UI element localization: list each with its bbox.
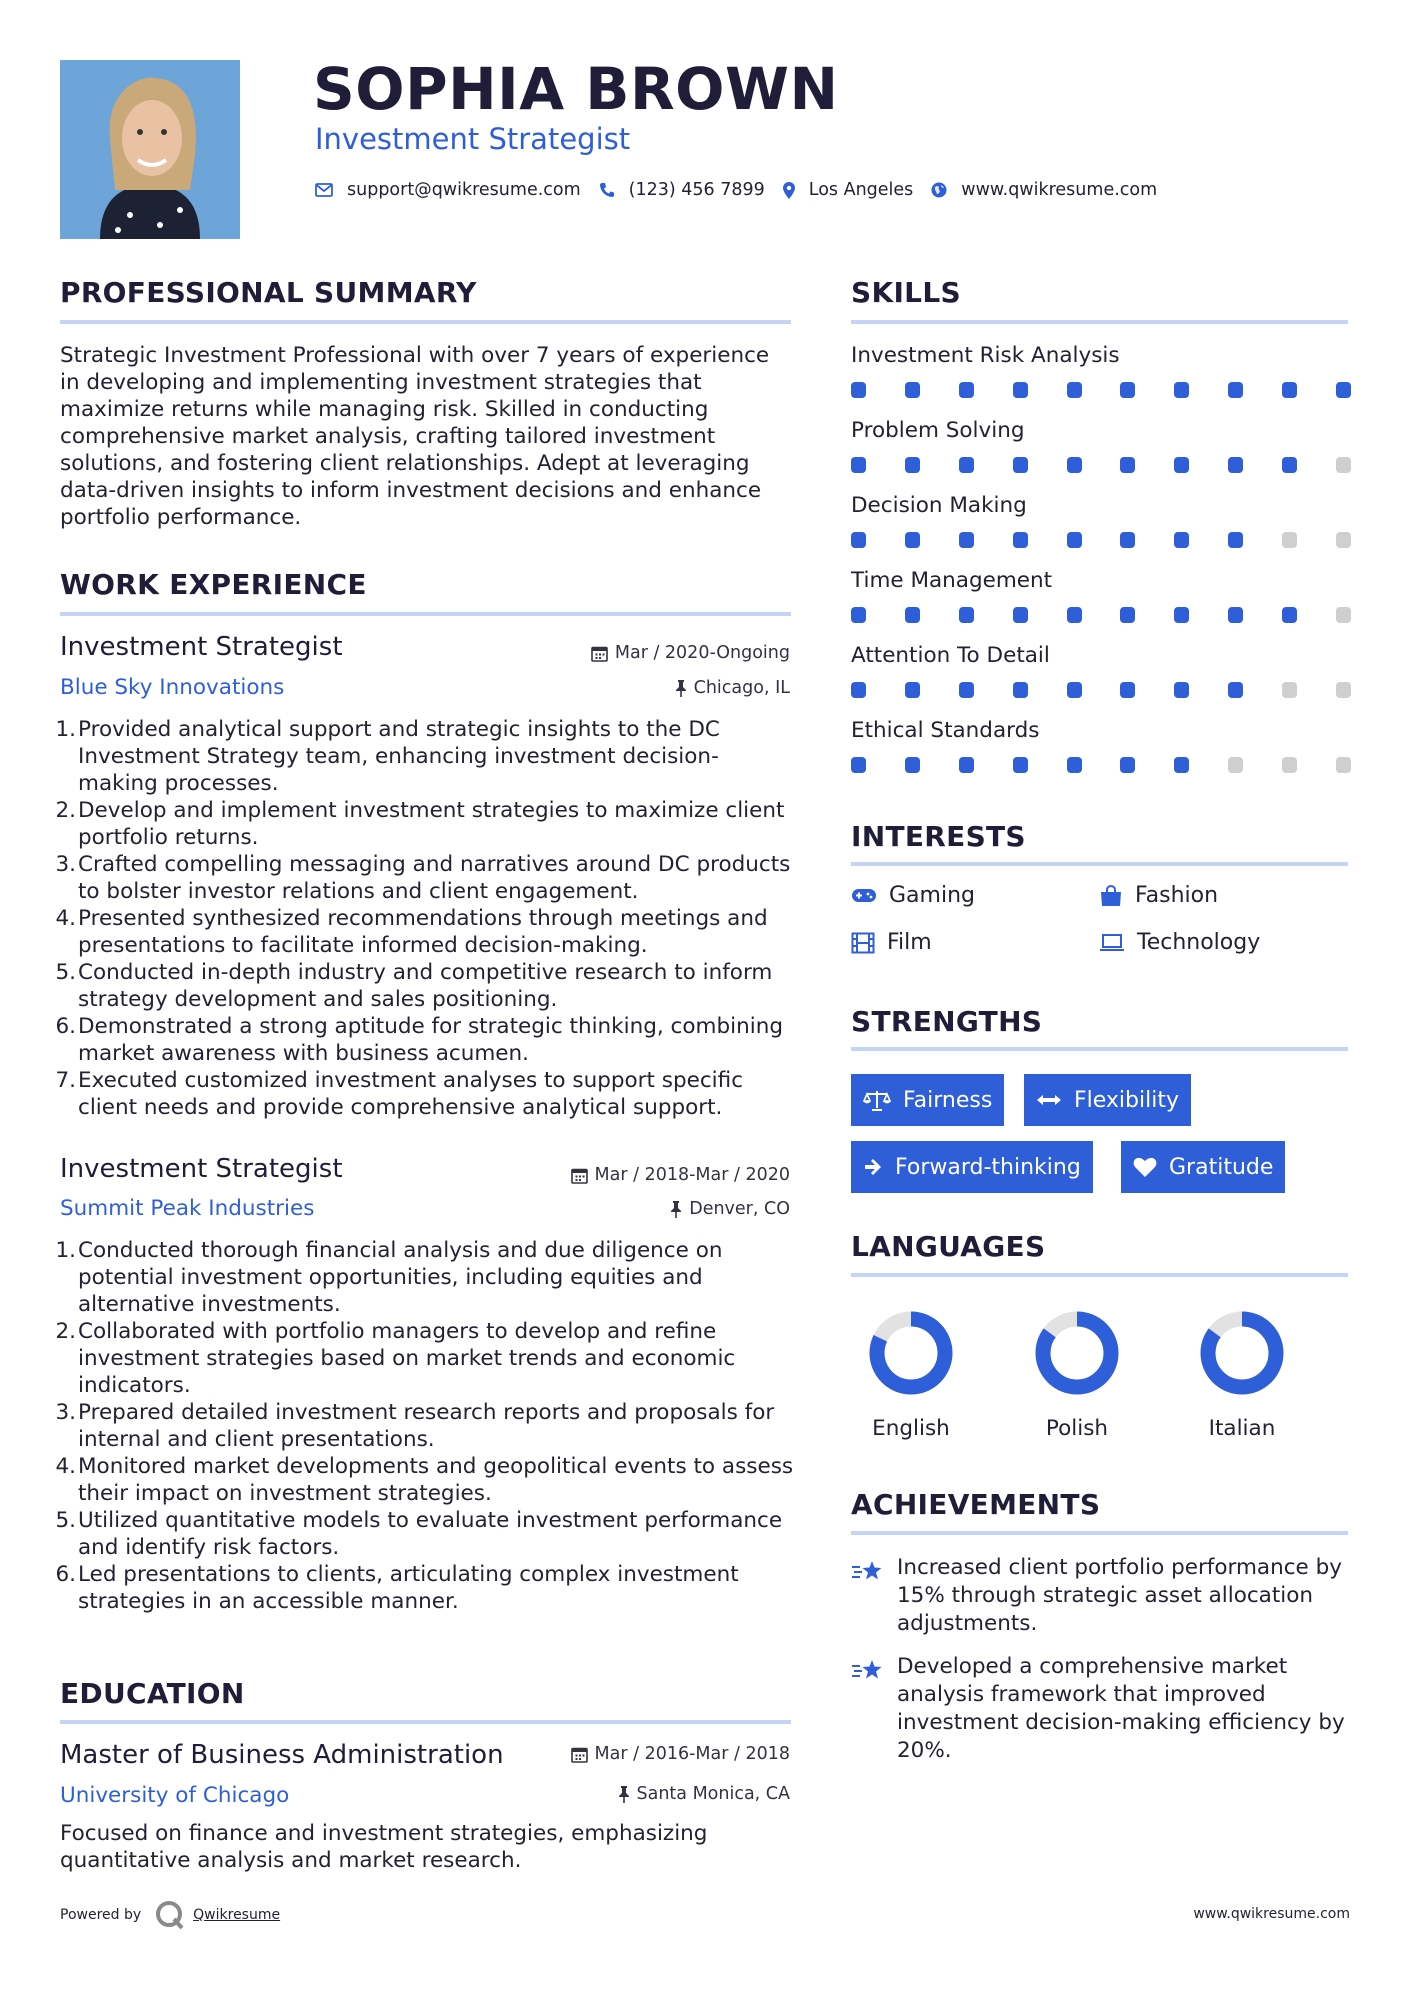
shooting-star-icon: [851, 1657, 885, 1685]
achievements-heading: ACHIEVEMENTS: [851, 1488, 1101, 1521]
footer-website[interactable]: www.qwikresume.com: [1193, 1906, 1350, 1922]
skill-dot: [1228, 757, 1243, 773]
skill-dot: [1120, 382, 1135, 398]
balance-scale-icon: [863, 1089, 891, 1111]
job-bullets: [60, 1237, 795, 1615]
footer-powered-by: [60, 1900, 280, 1930]
job-location-text: Denver, CO: [689, 1199, 790, 1219]
skill-dot: [1067, 382, 1082, 398]
list-item: Prepared detailed investment research reports and proposals for internal and client presentations.: [78, 1400, 775, 1452]
skill-dot: [1336, 757, 1351, 773]
envelope-icon: [315, 183, 333, 197]
skill-dot: [1013, 757, 1028, 773]
powered-by-label: Powered by: [60, 1907, 142, 1923]
job-title: Investment Strategist: [60, 632, 343, 662]
list-item: Utilized quantitative models to evaluate investment performance and identify risk factors.: [78, 1508, 783, 1560]
list-item: Demonstrated a strong aptitude for strategic thinking, combining market awareness with business acumen.: [78, 1014, 783, 1066]
skill-dot: [959, 682, 974, 698]
list-item: Executed customized investment analyses to support specific client needs and provide comprehensive analytical support.: [78, 1068, 744, 1120]
skill-dot: [1067, 532, 1082, 548]
job-title: Investment Strategist: [60, 1154, 343, 1184]
contact-email[interactable]: [315, 180, 581, 200]
job-location-text: Chicago, IL: [693, 678, 790, 698]
interest-item: Film: [851, 930, 932, 955]
skill-dot: [1282, 382, 1297, 398]
skill-dot: [1282, 457, 1297, 473]
skill-dot: [1228, 607, 1243, 623]
skills-divider: [851, 320, 1348, 324]
achievement-item: Developed a comprehensive market analysis framework that improved investment decision-making efficiency by 20%.: [851, 1653, 1351, 1765]
skill-dot: [851, 607, 866, 623]
language-item: [1172, 1310, 1312, 1441]
degree-title: Master of Business Administration: [60, 1740, 504, 1770]
list-item: Presented synthesized recommendations through meetings and presentations to facilitate informed decision-making.: [78, 906, 768, 958]
skill-dot: [905, 382, 920, 398]
summary-text: Strategic Investment Professional with over 7 years of experience in developing and implementing investment strategies that maximize returns while managing risk. Skilled in conducting comprehensive market analysis, crafting tailored investment solutions, and fostering client relationships. Adept at leveraging data-driven insights to inform investment decisions and enhance portfolio performance.: [60, 343, 770, 530]
strengths-heading: STRENGTHS: [851, 1005, 1043, 1038]
achievement-item: Increased client portfolio performance by 15% through strategic asset allocation adjustments.: [851, 1554, 1351, 1638]
skill-dot: [1120, 532, 1135, 548]
skill-rating: [851, 532, 1351, 548]
skill-dot: [1013, 607, 1028, 623]
skill-dot: [1174, 382, 1189, 398]
skill-dot: [1282, 532, 1297, 548]
interests-divider: [851, 862, 1348, 866]
globe-icon: [931, 182, 947, 198]
proficiency-ring: [1034, 1310, 1120, 1396]
languages-heading: LANGUAGES: [851, 1230, 1046, 1263]
strength-badge: Forward-thinking: [851, 1141, 1093, 1193]
skill-dot: [1174, 532, 1189, 548]
education-dates: [571, 1744, 790, 1764]
skill-dot: [851, 757, 866, 773]
skill-dot: [905, 607, 920, 623]
skill-dot: [851, 382, 866, 398]
gamepad-icon: [851, 887, 877, 905]
profile-photo: [60, 60, 240, 239]
contact-bar: [315, 180, 1175, 200]
skill-dot: [959, 457, 974, 473]
skill-dot: [1067, 457, 1082, 473]
skill-dot: [1336, 532, 1351, 548]
skill-dot: [905, 457, 920, 473]
job-location: [675, 678, 790, 698]
skill-dot: [1336, 607, 1351, 623]
skill-label: Decision Making: [851, 493, 1027, 518]
skill-dot: [905, 682, 920, 698]
skill-dot: [959, 607, 974, 623]
strength-badge: Gratitude: [1121, 1141, 1285, 1193]
interest-item: Fashion: [1099, 883, 1218, 908]
skill-dot: [1174, 607, 1189, 623]
list-item: Led presentations to clients, articulating complex investment strategies in an accessible manner.: [78, 1562, 739, 1614]
list-item: Conducted in-depth industry and competitive research to inform strategy development and sales positioning.: [78, 960, 773, 1012]
skill-dot: [851, 457, 866, 473]
thumbtack-icon: [670, 1201, 682, 1218]
skill-rating: [851, 607, 1351, 623]
education-description: Focused on finance and investment strategies, emphasizing quantitative analysis and market research.: [60, 1821, 708, 1873]
skill-dot: [905, 532, 920, 548]
list-item: Conducted thorough financial analysis and due diligence on potential investment opportunities, including equities and alternative investments.: [78, 1238, 723, 1317]
skill-rating: [851, 682, 1351, 698]
achievements-divider: [851, 1531, 1348, 1535]
arrow-right-icon: [863, 1158, 883, 1176]
education-location: [618, 1784, 791, 1804]
location-text: Los Angeles: [808, 180, 914, 200]
skill-dot: [851, 682, 866, 698]
job-dates: [571, 1165, 790, 1185]
calendar-icon: [591, 645, 608, 662]
skill-dot: [1336, 382, 1351, 398]
job-company: Summit Peak Industries: [60, 1196, 315, 1221]
skill-dot: [1228, 382, 1243, 398]
skill-dot: [1336, 457, 1351, 473]
skill-label: Attention To Detail: [851, 643, 1050, 668]
job-dates-text: Mar / 2018-Mar / 2020: [594, 1165, 790, 1185]
list-item: Develop and implement investment strategies to maximize client portfolio returns.: [78, 798, 785, 850]
job-location: [670, 1199, 790, 1219]
list-item: Monitored market developments and geopolitical events to assess their impact on investment strategies.: [78, 1454, 794, 1506]
interest-item: Gaming: [851, 883, 975, 908]
skill-dot: [959, 757, 974, 773]
contact-website[interactable]: [931, 180, 1157, 200]
strength-badge: Fairness: [851, 1074, 1004, 1126]
skill-dot: [1013, 457, 1028, 473]
skills-heading: SKILLS: [851, 276, 961, 309]
skill-dot: [1120, 607, 1135, 623]
language-label: Italian: [1208, 1416, 1276, 1441]
experience-heading: WORK EXPERIENCE: [60, 568, 367, 601]
strength-badge: Flexibility: [1024, 1074, 1191, 1126]
skill-dot: [1120, 757, 1135, 773]
brand-link[interactable]: Qwikresume: [193, 1907, 281, 1923]
skill-dot: [1174, 757, 1189, 773]
skill-label: Time Management: [851, 568, 1053, 593]
thumbtack-icon: [618, 1786, 630, 1803]
list-item: Provided analytical support and strategic insights to the DC Investment Strategy team, enhancing investment decision-making processes.: [78, 717, 720, 796]
skill-dot: [1174, 682, 1189, 698]
skill-rating: [851, 757, 1351, 773]
skill-dot: [851, 532, 866, 548]
languages-divider: [851, 1273, 1348, 1277]
map-pin-icon: [783, 182, 795, 199]
skill-dot: [1067, 607, 1082, 623]
skill-dot: [1228, 457, 1243, 473]
language-label: English: [872, 1416, 950, 1441]
interest-item: Technology: [1099, 930, 1260, 955]
skill-dot: [1120, 457, 1135, 473]
shooting-star-icon: [851, 1558, 885, 1586]
summary-divider: [60, 320, 791, 324]
skill-dot: [1013, 532, 1028, 548]
candidate-title: Investment Strategist: [315, 122, 631, 156]
calendar-icon: [571, 1167, 588, 1184]
skill-dot: [905, 757, 920, 773]
education-divider: [60, 1720, 791, 1724]
skill-dot: [1228, 682, 1243, 698]
skill-label: Ethical Standards: [851, 718, 1040, 743]
job-dates-text: Mar / 2020-Ongoing: [614, 643, 790, 663]
contact-phone[interactable]: [599, 180, 765, 200]
experience-divider: [60, 612, 791, 616]
skill-dot: [1282, 607, 1297, 623]
phone-text: (123) 456 7899: [628, 180, 765, 200]
list-item: Crafted compelling messaging and narratives around DC products to bolster investor relations and client engagement.: [78, 852, 791, 904]
skill-dot: [1120, 682, 1135, 698]
proficiency-ring: [868, 1310, 954, 1396]
phone-icon: [599, 182, 615, 198]
skill-dot: [1282, 757, 1297, 773]
language-item: [841, 1310, 981, 1441]
heart-icon: [1133, 1157, 1157, 1178]
school-name: University of Chicago: [60, 1783, 290, 1808]
thumbtack-icon: [675, 680, 687, 697]
skill-rating: [851, 457, 1351, 473]
contact-location: [783, 180, 914, 200]
candidate-name: SOPHIA BROWN: [313, 55, 839, 123]
skill-label: Problem Solving: [851, 418, 1025, 443]
job-company: Blue Sky Innovations: [60, 675, 285, 700]
skill-dot: [959, 382, 974, 398]
skill-dot: [1228, 532, 1243, 548]
language-label: Polish: [1045, 1416, 1109, 1441]
laptop-icon: [1099, 933, 1125, 953]
education-dates-text: Mar / 2016-Mar / 2018: [594, 1744, 790, 1764]
strengths-divider: [851, 1047, 1348, 1051]
summary-heading: PROFESSIONAL SUMMARY: [60, 276, 477, 309]
skill-dot: [1013, 682, 1028, 698]
job-dates: [591, 643, 790, 663]
proficiency-ring: [1199, 1310, 1285, 1396]
skill-dot: [1013, 382, 1028, 398]
film-icon: [851, 932, 875, 954]
qwikresume-logo-icon: [155, 1900, 185, 1930]
skill-dot: [1067, 757, 1082, 773]
education-location-text: Santa Monica, CA: [636, 1784, 790, 1804]
website-text: www.qwikresume.com: [961, 180, 1158, 200]
skill-dot: [1336, 682, 1351, 698]
education-heading: EDUCATION: [60, 1677, 245, 1710]
skill-dot: [1067, 682, 1082, 698]
language-item: [1007, 1310, 1147, 1441]
skill-rating: [851, 382, 1351, 398]
skill-dot: [1282, 682, 1297, 698]
interests-heading: INTERESTS: [851, 820, 1026, 853]
skill-label: Investment Risk Analysis: [851, 343, 1120, 368]
list-item: Collaborated with portfolio managers to develop and refine investment strategies based on market trends and economic indicators.: [78, 1319, 736, 1398]
shopping-bag-icon: [1099, 885, 1123, 907]
skill-dot: [959, 532, 974, 548]
email-text: support@qwikresume.com: [347, 180, 581, 200]
job-bullets: [60, 716, 795, 1121]
arrows-horizontal-icon: [1036, 1092, 1062, 1108]
calendar-icon: [571, 1746, 588, 1763]
skill-dot: [1174, 457, 1189, 473]
